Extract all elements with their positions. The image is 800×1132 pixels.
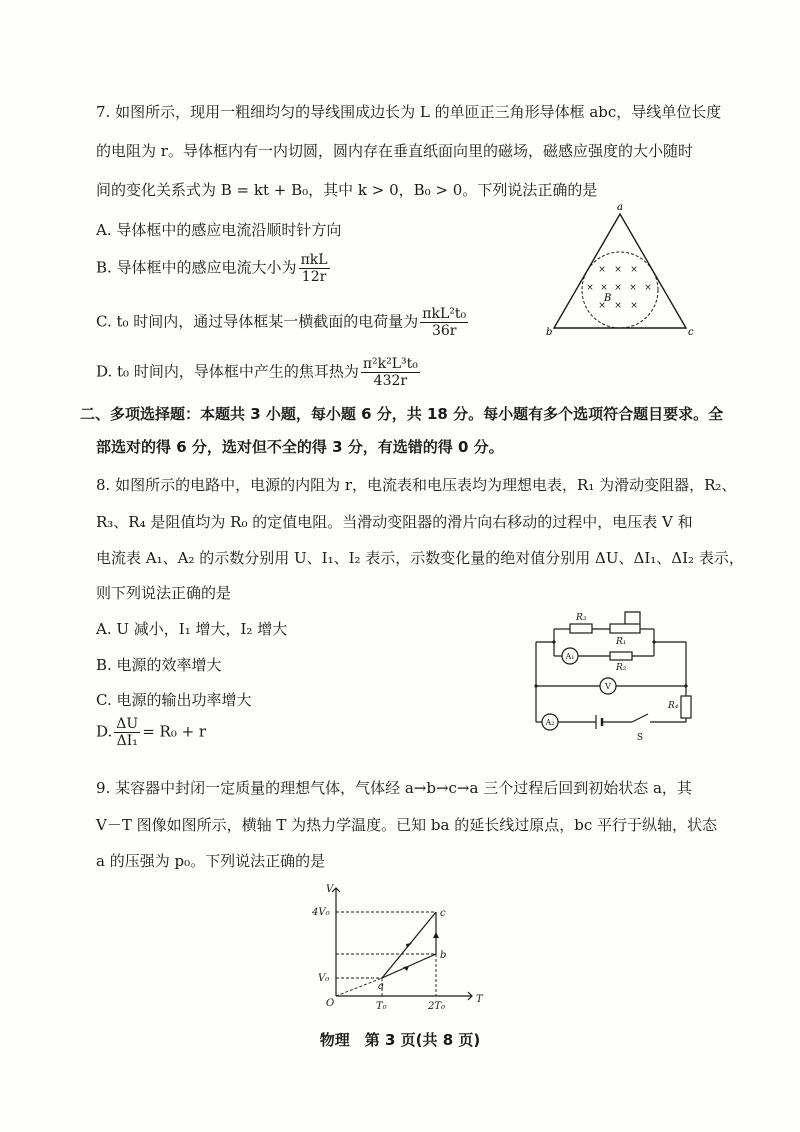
q9-state-b-label: b	[440, 950, 447, 961]
q8-R4-label: R₄	[668, 701, 679, 711]
q9-4V0-tick-label: 4V₀	[312, 907, 330, 918]
q8-d-denominator: ΔI₁	[116, 733, 138, 749]
q9-state-c-label: c	[440, 908, 446, 919]
q8-stem-line3: 电流表 A₁、A₂ 的示数分别用 U、I₁、I₂ 表示，示数变化量的绝对值分别用 ΔU、ΔI₁、ΔI₂ 表示，	[96, 549, 744, 567]
section2-header-line2: 部选对的得 6 分，选对但不全的得 3 分，有选错的得 0 分。	[96, 438, 504, 456]
q7-option-b-text: B. 导体框中的感应电流大小为	[96, 258, 297, 277]
q8-option-d-prefix: D.	[96, 722, 113, 741]
q7-stem-line2: 的电阻为 r。导体框内有一内切圆，圆内存在垂直纸面向里的磁场，磁感应强度的大小随时	[96, 142, 693, 160]
q7-triangle-figure	[540, 200, 700, 340]
svg-text:×: ×	[600, 283, 608, 293]
q9-T0-tick-label: T₀	[376, 1001, 387, 1012]
q9-vt-graph	[306, 880, 486, 1015]
svg-text:×: ×	[586, 283, 594, 293]
svg-text:×: ×	[614, 265, 622, 275]
q7-vertex-c-label: c	[688, 327, 694, 338]
q8-d-numerator: ΔU	[116, 716, 139, 732]
q7-option-d-fraction	[361, 356, 420, 389]
svg-text:×: ×	[630, 265, 638, 275]
q8-option-d-suffix: = R₀ + r	[142, 722, 207, 741]
q7-field-B-label: B	[604, 293, 612, 304]
svg-text:×: ×	[614, 283, 622, 293]
q8-ammeter-A1-label: A₁	[565, 652, 575, 661]
q7-stem-line3: 间的变化关系式为 B = kt + B₀，其中 k > 0，B₀ > 0。下列说法正确的是	[96, 181, 598, 199]
svg-text:×: ×	[644, 283, 652, 293]
q9-state-a-label: a	[378, 981, 384, 992]
q8-option-a: A. U 减小，I₁ 增大，I₂ 增大	[96, 620, 288, 638]
q7-c-numerator: πkL²t₀	[422, 306, 467, 322]
q8-voltmeter-V-label: V	[605, 682, 611, 691]
svg-text:×: ×	[598, 265, 606, 275]
q7-vertex-a-label: a	[617, 202, 623, 213]
svg-text:×: ×	[629, 283, 637, 293]
q7-option-c-text: C. t₀ 时间内，通过导体框某一横截面的电荷量为	[96, 312, 419, 331]
q7-option-c	[96, 306, 470, 339]
q9-stem-line3: a 的压强为 p₀。下列说法正确的是	[96, 852, 326, 870]
q8-switch-S-label: S	[636, 733, 644, 743]
q9-origin-label: O	[326, 998, 335, 1009]
q9-2T0-tick-label: 2T₀	[428, 1001, 446, 1012]
q8-R2-label: R₂	[616, 663, 627, 673]
q7-vertex-b-label: b	[546, 327, 553, 338]
q8-option-c: C. 电源的输出功率增大	[96, 691, 252, 709]
q7-option-b	[96, 252, 332, 285]
svg-text:×: ×	[598, 301, 606, 311]
svg-text:×: ×	[614, 301, 622, 311]
q7-b-numerator: πkL	[300, 252, 328, 268]
q8-R3-label: R₃	[576, 613, 587, 623]
q7-option-c-fraction	[420, 306, 468, 339]
svg-text:×: ×	[630, 301, 638, 311]
q8-option-b: B. 电源的效率增大	[96, 656, 222, 674]
q8-stem-line4: 则下列说法正确的是	[96, 584, 232, 602]
page-footer: 物理 第 3 页(共 8 页)	[319, 1031, 481, 1049]
q7-option-a: A. 导体框中的感应电流沿顺时针方向	[96, 221, 342, 239]
q9-axis-T-label: T	[476, 994, 483, 1005]
q7-option-d	[96, 356, 422, 389]
q8-option-d	[96, 716, 206, 749]
q8-stem-line2: R₃、R₄ 是阻值均为 R₀ 的定值电阻。当滑动变阻器的滑片向右移动的过程中，电压表 V 和	[96, 513, 693, 531]
q9-V0-tick-label: V₀	[318, 973, 330, 984]
q8-ammeter-A2-label: A₂	[545, 718, 555, 727]
q7-b-denominator: 12r	[301, 269, 327, 285]
q7-d-denominator: 432r	[373, 373, 408, 389]
q7-d-numerator: π²k²L³t₀	[362, 356, 418, 372]
q8-circuit-figure	[528, 604, 700, 754]
q8-option-d-fraction	[114, 716, 140, 749]
q9-stem-line1: 9. 某容器中封闭一定质量的理想气体，气体经 a→b→c→a 三个过程后回到初始状态 a，其	[96, 779, 692, 797]
q8-stem-line1: 8. 如图所示的电路中，电源的内阻为 r，电流表和电压表均为理想电表，R₁ 为滑动变阻器，R₂、	[96, 476, 737, 494]
section2-header-line1: 二、多项选择题：本题共 3 小题，每小题 6 分，共 18 分。每小题有多个选项符合题目要求。全	[80, 405, 724, 423]
q9-axis-V-label: V	[326, 884, 334, 895]
q7-stem-line1: 7. 如图所示，现用一粗细均匀的导线围成边长为 L 的单匝正三角形导体框 abc，导线单位长度	[96, 103, 722, 121]
q8-R1-label: R₁	[616, 637, 627, 647]
q7-option-d-text: D. t₀ 时间内，导体框中产生的焦耳热为	[96, 362, 359, 381]
q7-option-b-fraction	[299, 252, 330, 285]
q9-stem-line2: V－T 图像如图所示，横轴 T 为热力学温度。已知 ba 的延长线过原点，bc 平行于纵轴，状态	[96, 816, 718, 834]
q7-c-denominator: 36r	[431, 323, 457, 339]
